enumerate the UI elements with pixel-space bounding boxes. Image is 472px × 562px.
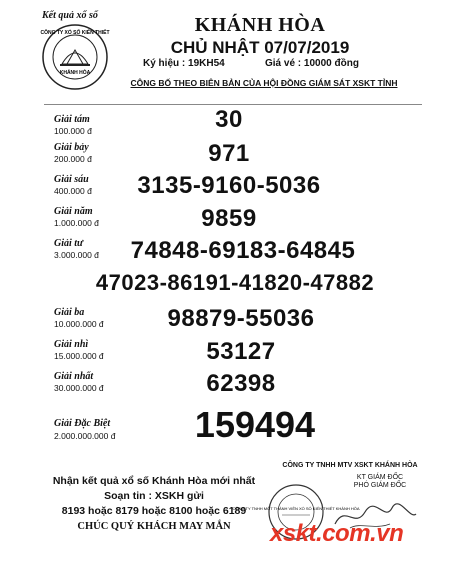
prize-name: Giải bảy: [54, 142, 89, 153]
logo-text-top: CÔNG TY XỔ SỐ KIẾN THIẾT: [40, 30, 110, 36]
prize-value: 400.000 đ: [54, 186, 92, 196]
footer-line-1: Nhận kết quả xổ số Khánh Hòa mới nhất: [52, 475, 256, 487]
prize-1-numbers: 62398: [206, 370, 276, 397]
ket-qua-label: Kết quả xổ số: [42, 10, 98, 21]
footer-line-2: Soạn tin : XSKH gửi: [104, 490, 204, 502]
page-title: KHÁNH HÒA: [194, 14, 326, 36]
footer-line-3: 8193 hoặc 8179 hoặc 8100 hoặc 6189: [61, 505, 247, 517]
prize-name: Giải sáu: [54, 174, 89, 185]
prize-value: 30.000.000 đ: [54, 383, 104, 393]
prize-7-numbers: 971: [208, 140, 250, 167]
prize-name: Giải ba: [54, 307, 85, 318]
stamp-text: CÔNG TY TNHH MỘT THÀNH VIÊN XỔ SỐ KIẾN THIẾT KHÁNH HÒA: [232, 506, 360, 511]
prize-name: Giải tám: [54, 114, 90, 125]
footer-line-4: CHÚC QUÝ KHÁCH MAY MẮN: [77, 521, 231, 532]
prize-name: Giải tư: [54, 238, 84, 249]
ticket-price: Giá vé : 10000 đồng: [265, 58, 359, 69]
prize-value: 100.000 đ: [54, 126, 92, 136]
prize-value: 1.000.000 đ: [54, 218, 99, 228]
divider: [44, 104, 422, 105]
prize-value: 3.000.000 đ: [54, 250, 99, 260]
prize-name: Giải năm: [54, 206, 93, 217]
prize-6-numbers: 3135-9160-5036: [137, 172, 321, 199]
prize-name: Giải nhất: [54, 371, 94, 382]
prize-2-numbers: 53127: [206, 338, 276, 365]
footer-company: CÔNG TY TNHH MTV XSKT KHÁNH HÒA: [282, 462, 418, 469]
prize-value: 15.000.000 đ: [54, 351, 104, 361]
prize-4-numbers-row2: 47023-86191-41820-47882: [95, 270, 375, 295]
draw-date: CHỦ NHẬT 07/07/2019: [170, 38, 350, 57]
announcement: CÔNG BỐ THEO BIÊN BẢN CỦA HỘI ĐỒNG GIÁM SÁT XSKT TỈNH: [130, 78, 398, 88]
kt-giam-doc: KT GIÁM ĐỐC: [356, 474, 404, 481]
prize-name: Giải Đặc Biệt: [54, 418, 111, 429]
pho-giam-doc: PHÓ GIÁM ĐỐC: [353, 482, 407, 489]
logo-text-bottom: KHÁNH HÒA: [59, 70, 91, 76]
prize-5-numbers: 9859: [201, 205, 257, 232]
site-watermark: xskt.com.vn: [270, 520, 404, 547]
prize-name: Giải nhì: [54, 339, 89, 350]
prize-4-numbers-row1: 74848-69183-64845: [130, 237, 356, 264]
special-prize-numbers: 159494: [194, 404, 316, 445]
prize-value: 10.000.000 đ: [54, 319, 104, 329]
ticket-code: Ký hiệu : 19KH54: [143, 58, 225, 69]
prize-3-numbers: 98879-55036: [167, 305, 315, 332]
prize-8-numbers: 30: [215, 106, 243, 133]
prize-value: 200.000 đ: [54, 154, 92, 164]
prize-value: 2.000.000.000 đ: [54, 431, 116, 441]
company-logo: [40, 22, 110, 92]
